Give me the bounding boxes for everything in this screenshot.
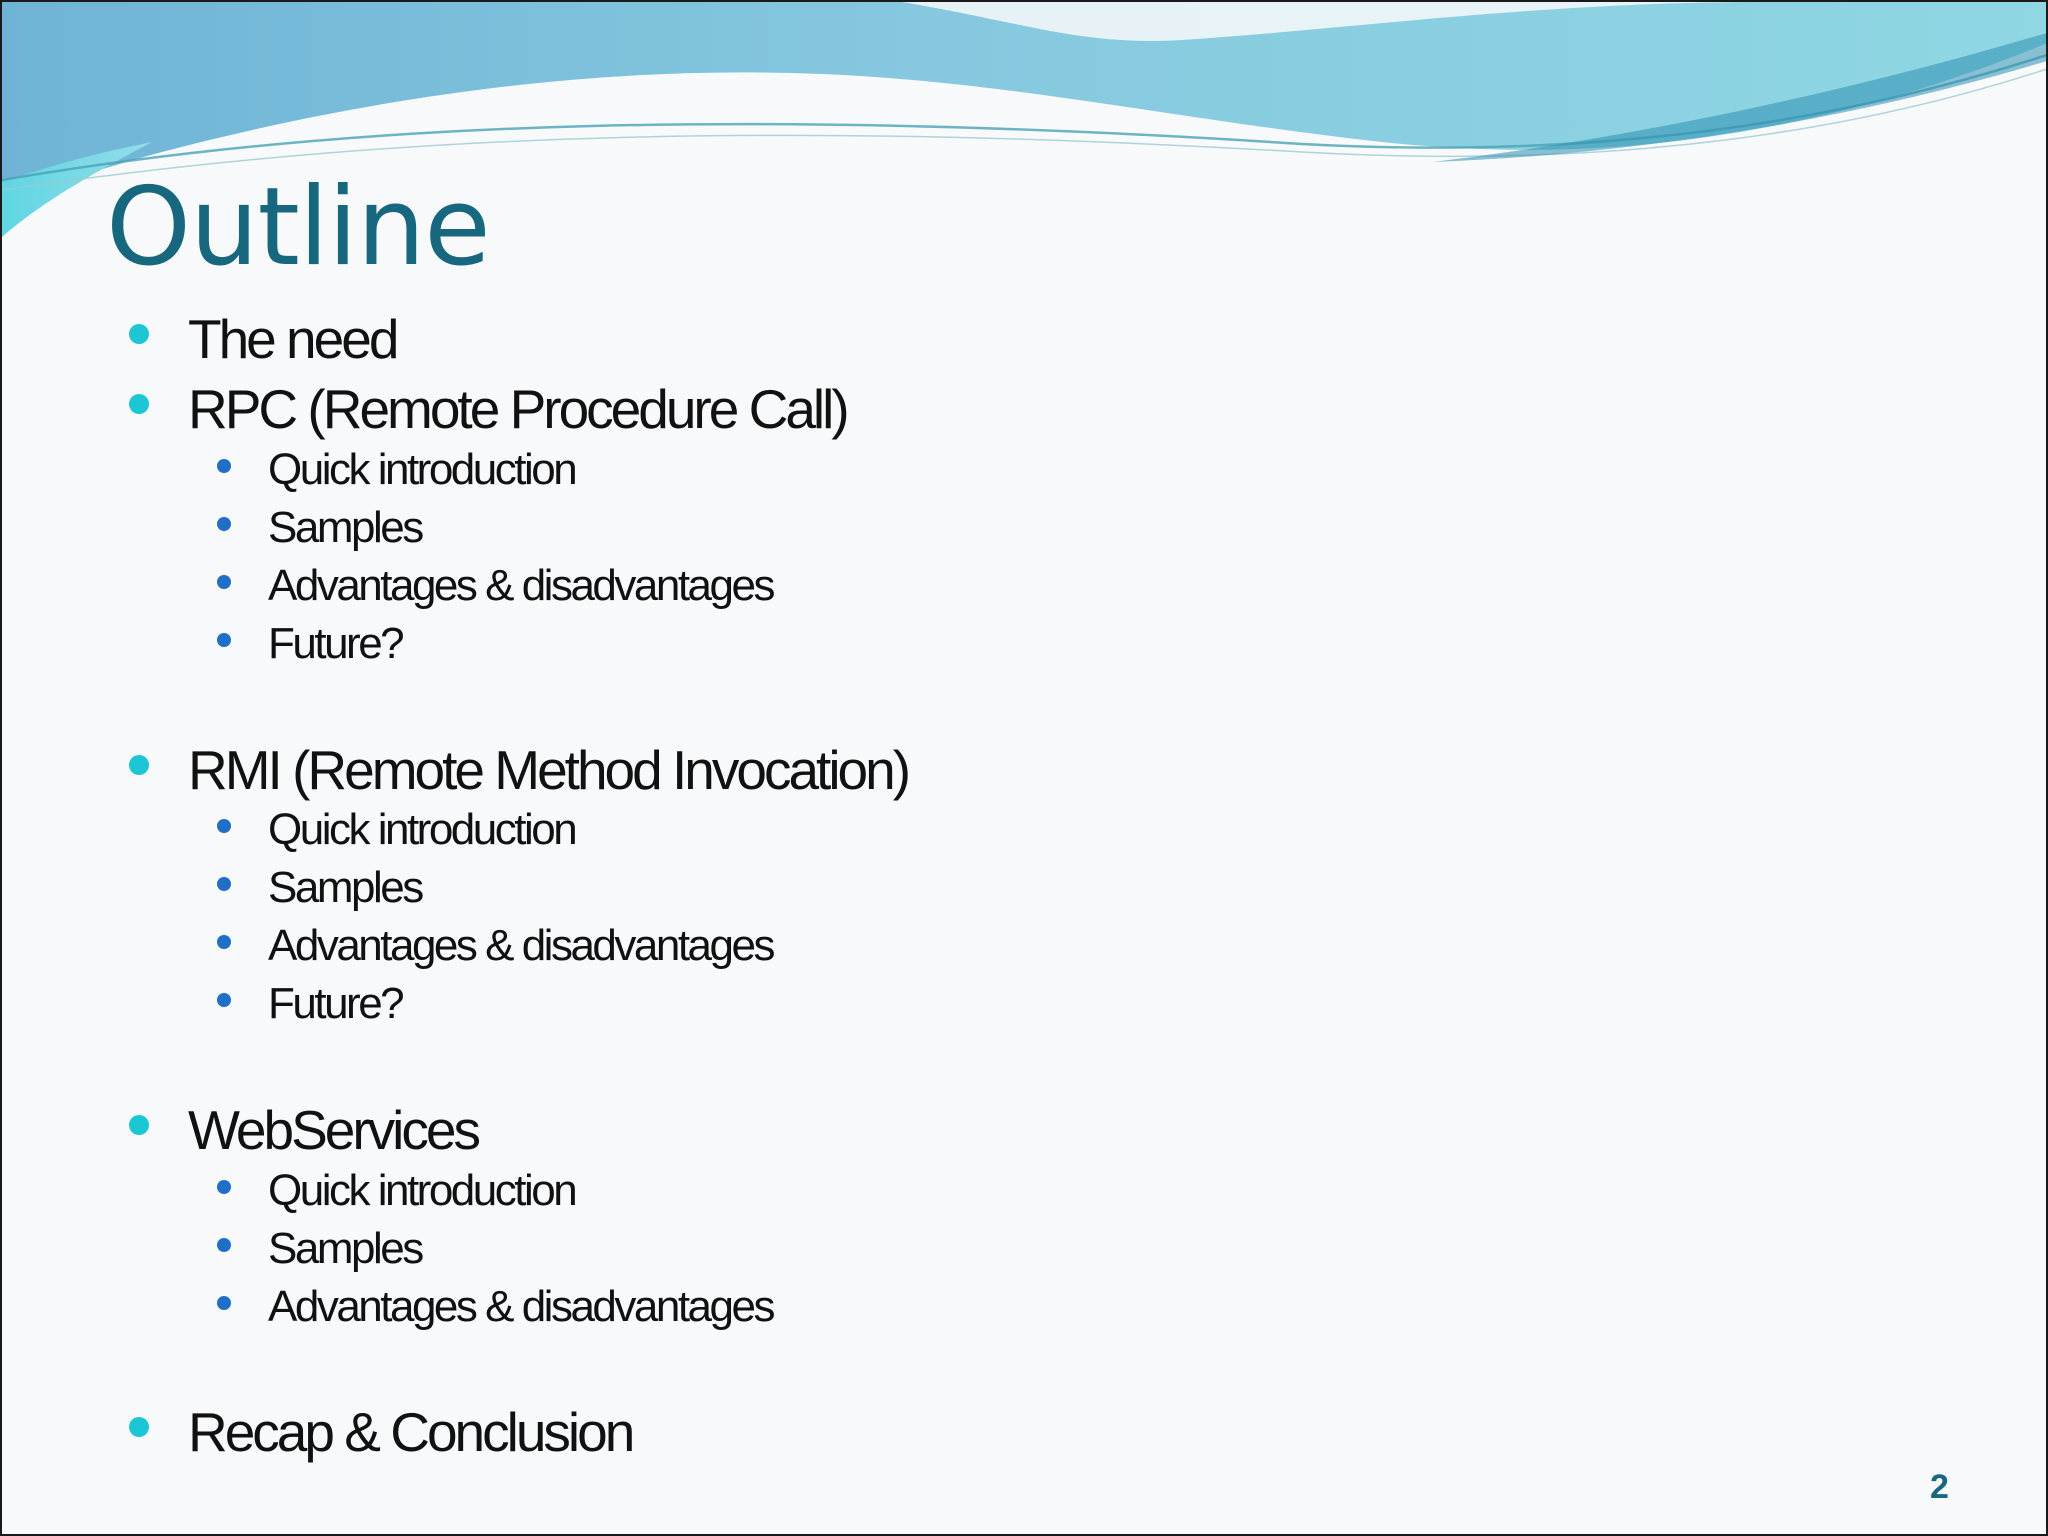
bullet-level2-icon [217,935,231,949]
bullet-level2-icon [217,459,231,473]
outline-item-level2: Advantages & disadvantages [268,561,773,610]
bullet-level2-icon [217,819,231,833]
bullet-level2-icon [217,993,231,1007]
bullet-level2-icon [217,633,231,647]
outline-list [2,2,2048,1536]
bullet-level1-icon [129,324,149,344]
bullet-level2-icon [217,1238,231,1252]
outline-item-level2: Samples [268,863,422,912]
outline-item-level1: RMI (Remote Method Invocation) [188,739,909,801]
outline-item-level1: Recap & Conclusion [188,1401,633,1463]
bullet-level2-icon [217,1180,231,1194]
outline-item-level1: RPC (Remote Procedure Call) [188,378,847,440]
outline-item-level1: The need [188,308,397,370]
bullet-level1-icon [129,755,149,775]
outline-item-level2: Quick introduction [268,445,576,494]
bullet-level1-icon [129,394,149,414]
bullet-level2-icon [217,1296,231,1310]
outline-item-level2: Future? [268,979,403,1028]
bullet-level2-icon [217,517,231,531]
outline-item-level2: Quick introduction [268,805,576,854]
outline-item-level2: Advantages & disadvantages [268,1282,773,1331]
outline-item-level2: Samples [268,503,422,552]
outline-item-level2: Advantages & disadvantages [268,921,773,970]
outline-item-level1: WebServices [188,1099,478,1161]
bullet-level1-icon [129,1115,149,1135]
bullet-level2-icon [217,575,231,589]
outline-item-level2: Samples [268,1224,422,1273]
bullet-level1-icon [129,1417,149,1437]
bullet-level2-icon [217,877,231,891]
slide-title: Outline [106,165,490,290]
page-number: 2 [1930,1468,1949,1506]
outline-item-level2: Future? [268,619,403,668]
outline-item-level2: Quick introduction [268,1166,576,1215]
